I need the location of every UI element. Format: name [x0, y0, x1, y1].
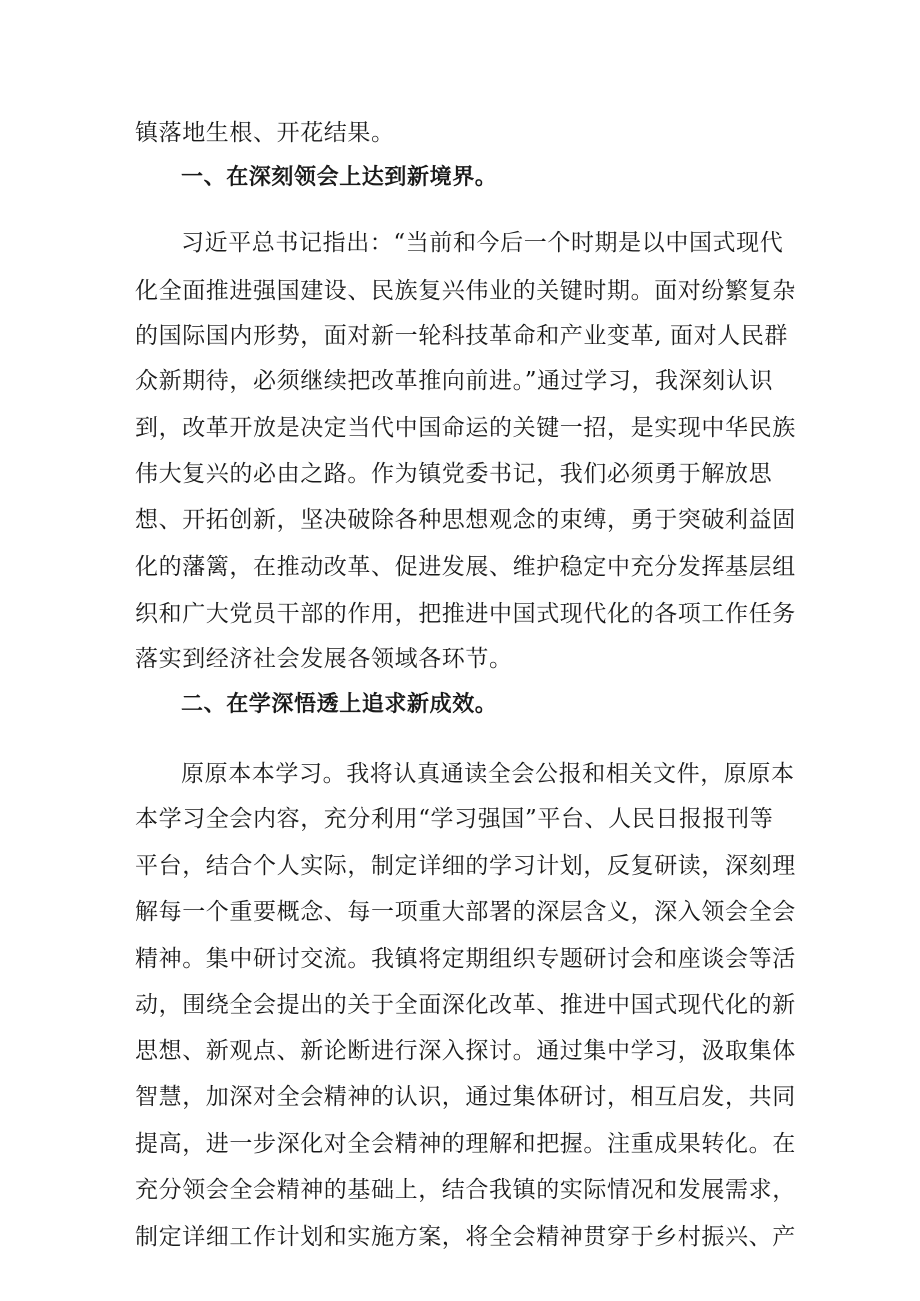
paragraph-line: 的国际国内形势，面对新一轮科技革命和产业变革, 面对人民群 — [135, 323, 789, 349]
paragraph-line: 解每一个重要概念、每一项重大部署的深层含义，深入领会全会 — [135, 899, 796, 925]
paragraph-line: 充分领会全会精神的基础上，结合我镇的实际情况和发展需求， — [135, 1177, 796, 1203]
paragraph-line: 伟大复兴的必由之路。作为镇党委书记，我们必须勇于解放思 — [135, 461, 773, 487]
paragraph-line: 制定详细工作计划和实施方案，将全会精神贯穿于乡村振兴、产 — [135, 1224, 796, 1250]
section-heading-2: 二、在学深悟透上追求新成效。 — [181, 692, 498, 717]
paragraph-line: 精神。集中研讨交流。我镇将定期组织专题研讨会和座谈会等活 — [135, 946, 796, 972]
section-heading-1: 一、在深刻领会上达到新境界。 — [181, 165, 498, 190]
paragraph-line: 化的藩篱，在推动改革、促进发展、维护稳定中充分发挥基层组 — [135, 554, 796, 580]
paragraph-line: 落实到经济社会发展各领域各环节。 — [135, 646, 513, 672]
paragraph-line: 习近平总书记指出：“当前和今后一个时期是以中国式现代 — [181, 230, 784, 256]
paragraph-line: 化全面推进强国建设、民族复兴伟业的关键时期。面对纷繁复杂 — [135, 278, 796, 304]
paragraph-line: 智慧，加深对全会精神的认识，通过集体研讨，相互启发，共同 — [135, 1084, 796, 1110]
paragraph-line: 动，围绕全会提出的关于全面深化改革、推进中国式现代化的新 — [135, 992, 796, 1018]
paragraph-line: 到，改革开放是决定当代中国命运的关键一招，是实现中华民族 — [135, 415, 796, 441]
paragraph-line: 本学习全会内容，充分利用“学习强国”平台、人民日报报刊等 — [135, 806, 774, 832]
paragraph-line: 原原本本学习。我将认真通读全会公报和相关文件，原原本 — [181, 761, 795, 787]
paragraph-line: 镇落地生根、开花结果。 — [135, 120, 395, 146]
paragraph-line: 平台，结合个人实际，制定详细的学习计划，反复研读，深刻理 — [135, 853, 796, 879]
paragraph-line: 想、开拓创新，坚决破除各种思想观念的束缚，勇于突破利益固 — [135, 507, 796, 533]
paragraph-line: 提高，进一步深化对全会精神的理解和把握。注重成果转化。在 — [135, 1131, 796, 1157]
paragraph-line: 思想、新观点、新论断进行深入探讨。通过集中学习，汲取集体 — [135, 1038, 796, 1064]
paragraph-line: 众新期待，必须继续把改革推向前进。”通过学习，我深刻认识 — [135, 368, 774, 394]
paragraph-line: 织和广大党员干部的作用，把推进中国式现代化的各项工作任务 — [135, 601, 796, 627]
